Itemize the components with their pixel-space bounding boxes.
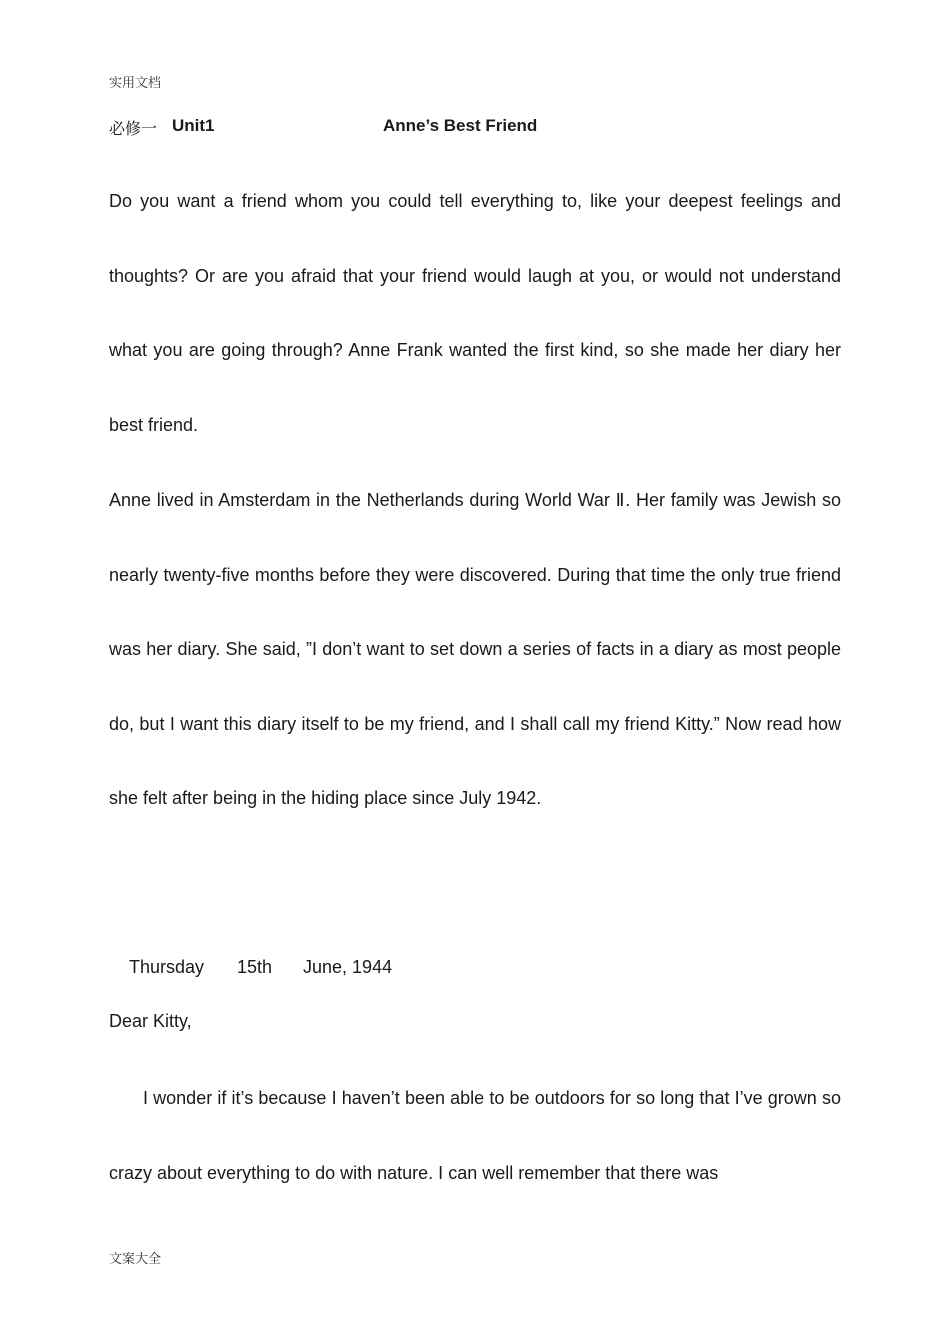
intro-paragraph-2: Anne lived in Amsterdam in the Netherlands during World War Ⅱ. Her family was Jewish so nearly twenty-five months before they were discovered. During that time the only true friend was her diary. She said, ”I don’t want to set down a series of facts in a diary as most people do, but I want this diary itself to be my friend, and I shall call my friend Kitty.” Now read how she felt after being in the hiding place since July 1942. bbox=[109, 490, 841, 809]
unit-label: Unit1 bbox=[172, 116, 215, 135]
diary-date-number: 15th bbox=[237, 957, 273, 977]
page-footer-label: 文案大全 bbox=[109, 1252, 162, 1267]
title-row bbox=[109, 115, 849, 139]
course-label: 必修一 bbox=[109, 119, 158, 138]
diary-date bbox=[109, 936, 392, 999]
page-header-label: 实用文档 bbox=[109, 76, 162, 91]
diary-paragraph-1: I wonder if it’s because I haven’t been able to be outdoors for so long that I’ve grown so crazy about everything to do with nature. I can well remember that there was bbox=[109, 1088, 841, 1183]
diary-date-day: Thursday bbox=[129, 957, 205, 977]
intro-paragraph-1: Do you want a friend whom you could tell everything to, like your deepest feelings and thoughts? Or are you afraid that your friend would laugh at you, or would not understand what you are going through? Anne Frank wanted the first kind, so she made her diary her best friend. bbox=[109, 191, 841, 435]
diary-salutation: Dear Kitty, bbox=[109, 1011, 192, 1031]
diary-date-month-year: June, 1944 bbox=[303, 957, 393, 977]
document-title: Anne’s Best Friend bbox=[383, 116, 538, 135]
